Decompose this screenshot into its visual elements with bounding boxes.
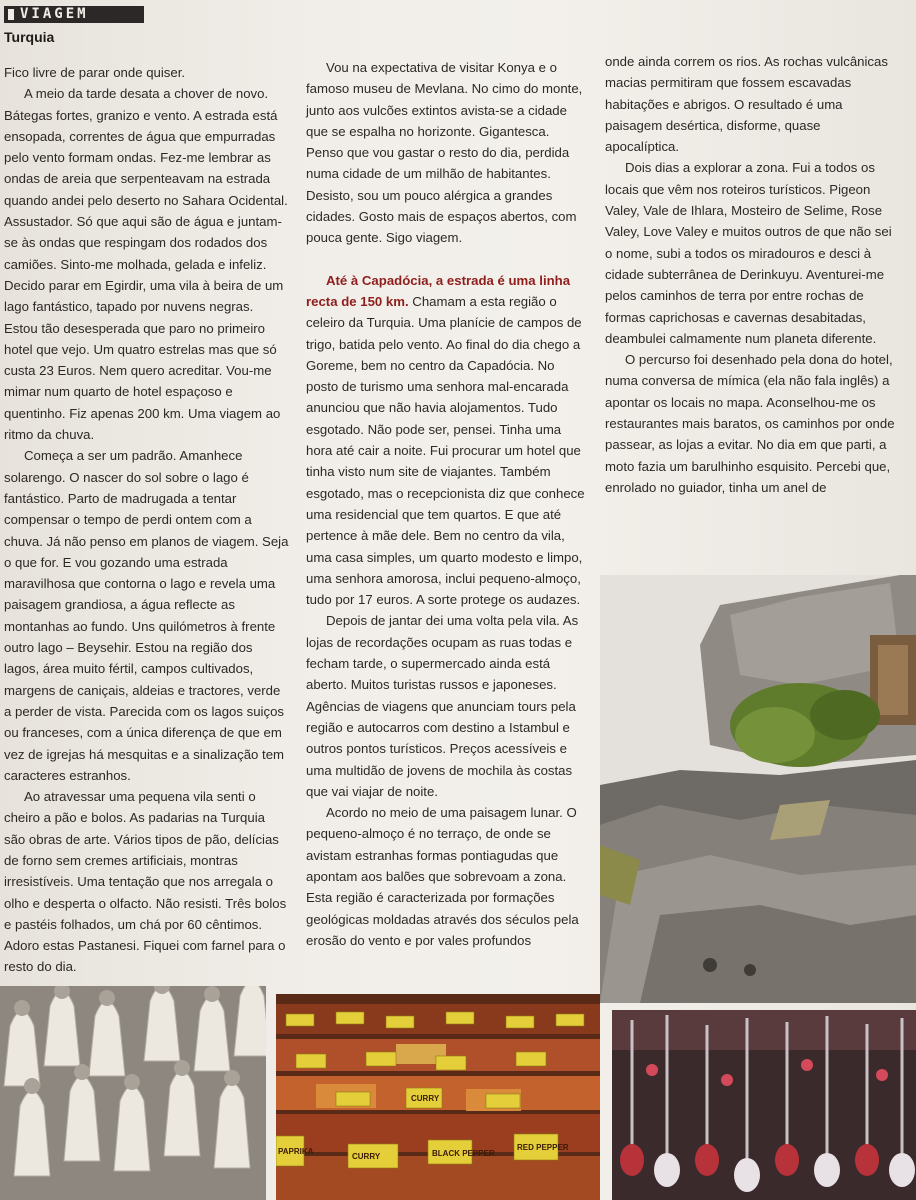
paragraph: Acordo no meio de uma paisagem lunar. O pequeno-almoço é no terraço, de onde se avistam estranhas formas pontiagudas que apontam aos balões que sobrevoam a zona. Esta região é caracterizada por formações geológicas moldadas através dos séculos pela erosão do vento e por vales profundos xyxy=(306,805,579,948)
spice-tag: CURRY xyxy=(411,1094,440,1103)
paragraph: A meio da tarde desata a chover de novo. Bátegas fortes, granizo e vento. A estrada está ensopada, correntes de água que empurradas pelo vento formam ondas. Fez-me lembrar as ondas de areia que serpenteavam na estrada quando andei pelo deserto no Sahara Ocidental. Assustador. Só que aqui são de água e juntam-se às ondas que respingam dos rodados dos camiões. Sinto-me molhada, gelada e infeliz. Decido parar em Egirdir, uma vila à beira de um lago fantástico, tapado por nuvens negras. Estou tão desesperada que paro no primeiro hotel que vejo. Um quatro estrelas mas que só custa 23 Euros. Nem quero acreditar. Vou-me mimar num quarto de hotel espaçoso e quentinho. Fiz apenas 200 km. Uma viagem ao ritmo da chuva. xyxy=(4,86,288,443)
paragraph: Ao atravessar uma pequena vila senti o cheiro a pão e bolos. As padarias na Turquia são obras de arte. Vários tipos de pão, delícias de forno sem cremes artificiais, montras irresistíveis. Uma tentação que nos arregala o olho e desperta o olfacto. Não resisti. Três bolos e pastéis folhados, um chá por 60 cêntimos. Adoro estas Pastanesi. Fiquei com farnel para o resto do dia. xyxy=(4,789,287,975)
spice-tag: RED PEPPER xyxy=(517,1143,569,1152)
rock-landscape-photo xyxy=(600,575,916,1003)
paragraph-gap xyxy=(306,249,586,270)
spice-tag: BLACK PEPPER xyxy=(432,1149,495,1158)
highlight-lead: Até à Capadócia, a estrada é uma linha recta de 150 km. xyxy=(306,272,571,309)
paragraph: Depois de jantar dei uma volta pela vila. As lojas de recordações ocupam as ruas todas e fecham tarde, o supermercado ainda está aberto. Muitos turistas russos e japoneses. Agências de viagens que anunciam tours pela região e autocarros com destino a Istambul e outros pontos turísticos. Preços acessíveis e uma multidão de jovens de mochila às costas que vai viajar de noite. xyxy=(306,613,579,799)
spices-market-photo xyxy=(276,994,600,1200)
spice-tag: PAPRIKA xyxy=(278,1147,314,1156)
article-column-2 xyxy=(306,57,586,951)
paragraph: onde ainda correm os rios. As rochas vulcânicas macias permitiram que fossem escavadas habitações e abrigos. O resultado é uma paisagem desértica, disforme, quase apocalíptica. xyxy=(605,54,888,155)
spice-tag: CURRY xyxy=(352,1152,381,1161)
paragraph: Vou na expectativa de visitar Konya e o famoso museu de Mevlana. No cimo do monte, junto aos vulcões extintos avista-se a cidade que se espalha no horizonte. Gigantesca. Penso que vou gastar o resto do dia, perdida numa cidade de um milhão de habitantes. Desisto, sou um pouco alérgica a grandes cidades. Gosto mais de espaços abertos, com pouca gente. Sigo viagem. xyxy=(306,60,583,246)
paragraph: Dois dias a explorar a zona. Fui a todos os locais que vêm nos roteiros turísticos. Pigeon Valey, Vale de Ihlara, Mosteiro de Selime, Rose Valey, Love Valey e muitos outros de que não sei o nome, subi a todos os miradouros e desci à cidade subterrânea de Derinkuyu. Aventurei-me pelos caminhos de terra por entre rochas de formas caprichosas e cavernas desabitadas, deambulei calmamente num planeta diferente. xyxy=(605,160,892,346)
paragraph xyxy=(306,270,586,611)
paragraph: Fico livre de parar onde quiser. xyxy=(4,65,186,80)
paragraph-text: Chamam a esta região o celeiro da Turquia. Uma planície de campos de trigo, batida pelo vento. Ao final do dia chego a Goreme, bem no centro da Capadócia. No posto de turismo uma senhora mal-encarada anunciou que não havia alojamentos. Tudo esgotado. Não pode ser, pensei. Tinha uma hora até cair a noite. Fui procurar um hotel que tinha visto num site de viajantes. Também esgotado, mas o recepcionista diz que conhece uma residencial que tem quartos. E que até pertence à mãe dele. Bem no centro da vila, uma casa simples, um quarto modesto e limpo, uma senhora amorosa, inclui pequeno-almoço, tudo por 17 euros. A sorte protege os audazes. xyxy=(306,293,585,608)
paragraph: O percurso foi desenhado pela dona do hotel, numa conversa de mímica (ela não fala inglês) a apontar os locais no mapa. Aconselhou-me os restaurantes mais baratos, os caminhos por onde passear, as lojas a evitar. No dia em que parti, a moto fazia um barulhinho esquisito. Percebi que, enrolado no guiador, tinha um anel de xyxy=(605,352,895,495)
paragraph: Começa a ser um padrão. Amanhece solarengo. O nascer do sol sobre o lago é fantástico. Parto de madrugada a tentar compensar o tempo de perdi ontem com a chuva. Já não penso em planos de viagem. Seja o que for. E vou gozando uma estrada maravilhosa que contorna o lago e revela uma paisagem grandiosa, a água reflecte as montanhas ao fundo. Uns quilómetros à frente outro lago – Beysehir. Estou na região dos lagos, área muito fértil, campos cultivados, margens de caniçais, aldeias e tractores, verde a perder de vista. Parecida com os lagos suiços ou franceses, com a única diferença de que em vez de igrejas há mesquitas e a sinalização tem caracteres estranhos. xyxy=(4,448,289,783)
section-tag: VIAGEM xyxy=(4,6,144,23)
article-column-3 xyxy=(605,51,895,498)
figurines-photo xyxy=(0,986,266,1200)
hookahs-photo xyxy=(612,1010,916,1200)
article-column-1 xyxy=(4,62,289,978)
section-subtitle: Turquia xyxy=(4,29,55,45)
